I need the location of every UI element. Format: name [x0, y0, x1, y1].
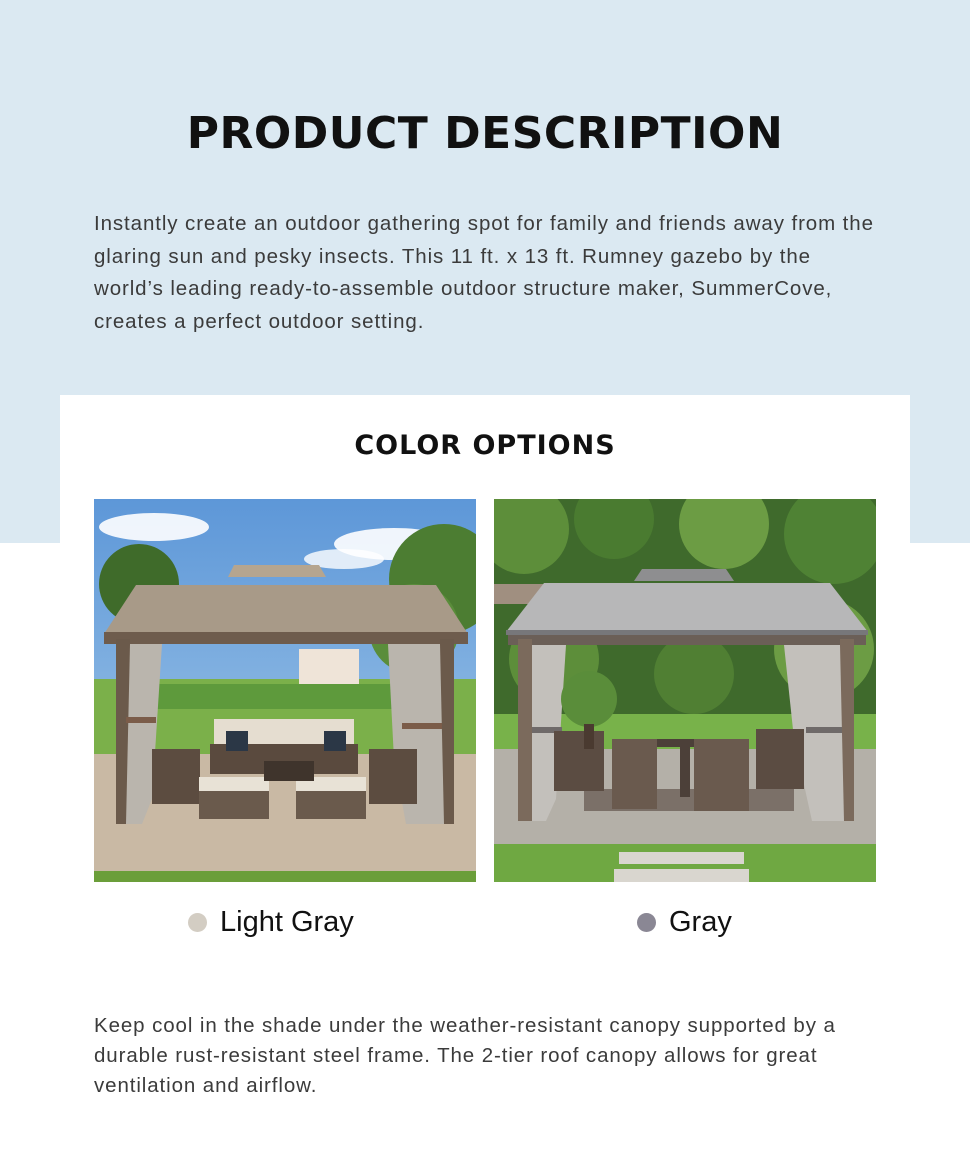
gray-swatch-dot: [637, 913, 656, 932]
page-title: PRODUCT DESCRIPTION: [186, 108, 784, 159]
light-gray-swatch-dot: [188, 913, 207, 932]
intro-paragraph: Instantly create an outdoor gathering spot for family and friends away from the glaring sun and pesky insects. This 11 ft. x 13 ft. Rumney gazebo by the world’s leading ready-to-assemble outdoor structure maker, SummerCove, creates a perfect outdoor setting.: [94, 212, 874, 333]
color-option-gray[interactable]: [637, 902, 732, 942]
gray-gazebo-photo: [494, 499, 876, 882]
color-options-heading: COLOR OPTIONS: [354, 430, 616, 461]
color-option-label: Gray: [669, 905, 732, 938]
features-paragraph: Keep cool in the shade under the weather-resistant canopy supported by a durable rust-resistant steel frame. The 2-tier roof canopy allows for great ventilation and airflow.: [94, 1014, 836, 1097]
color-option-light-gray[interactable]: [188, 902, 354, 942]
color-option-label: Light Gray: [220, 905, 354, 938]
light-gray-gazebo-photo: [94, 499, 476, 882]
